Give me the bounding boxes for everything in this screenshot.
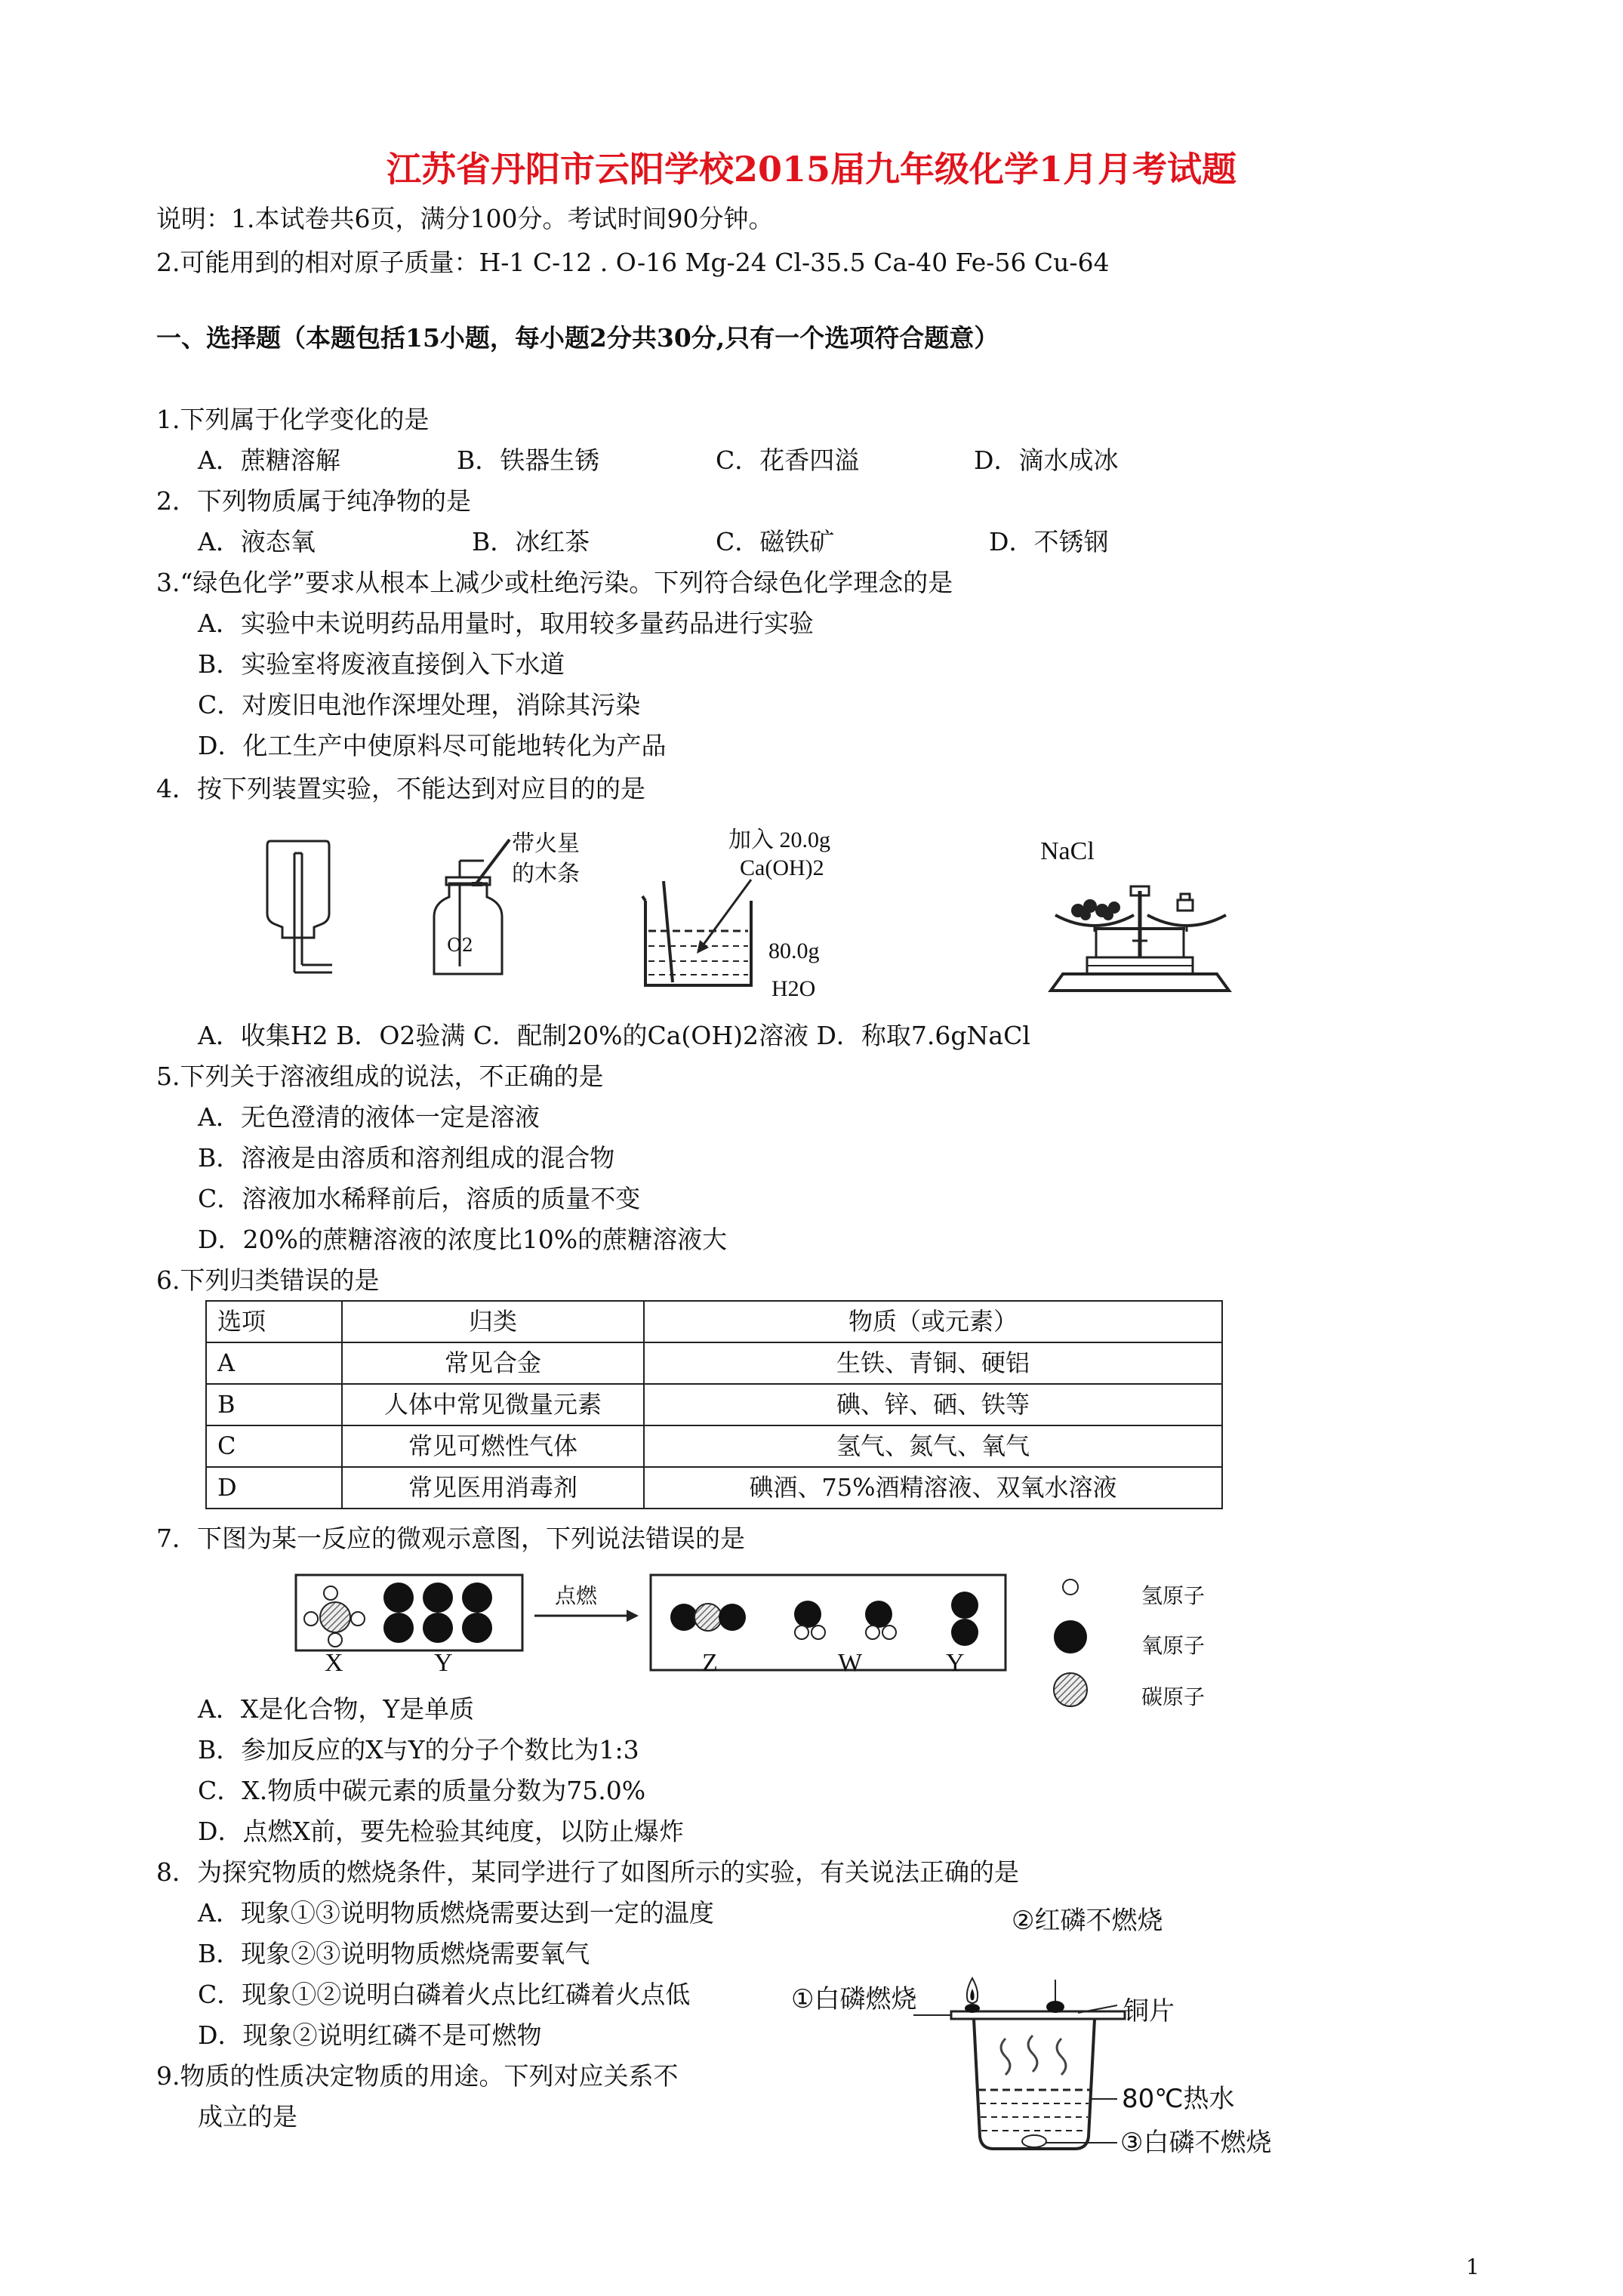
table-cell: D [206,1467,342,1509]
q1-option-a: A．蔗糖溶解 [198,445,340,475]
fig-hot-water: 80℃热水 [1122,2084,1235,2114]
q1-option-d: D．滴水成冰 [974,445,1119,475]
q3-option-c: C．对废旧电池作深埋处理，消除其污染 [198,690,641,720]
label-y2: Y [946,1649,965,1677]
q7-stem: 7．下图为某一反应的微观示意图，下列说法错误的是 [156,1524,745,1553]
q8-option-b: B．现象②③说明物质燃烧需要氧气 [198,1939,590,1968]
label-y: Y [434,1649,453,1677]
label-z: Z [702,1649,718,1677]
q2-option-c: C．磁铁矿 [716,527,835,556]
table-row [206,1384,1222,1425]
nacl-label: NaCl [1040,837,1095,865]
q7-option-d: D．点燃X前，要先检验其纯度，以防止爆炸 [198,1817,684,1846]
table-row [206,1467,1222,1509]
note-line-1: 说明：1.本试卷共6页，满分100分。考试时间90分钟。 [156,204,774,233]
q3-stem: 3.“绿色化学”要求从根本上减少或杜绝污染。下列符合绿色化学理念的是 [156,568,953,597]
q2-option-b: B．冰红茶 [472,527,590,556]
q2-stem: 2．下列物质属于纯净物的是 [156,486,471,516]
q5-option-a: A．无色澄清的液体一定是溶液 [198,1102,540,1132]
figure-combustion-experiment [793,1948,1140,2159]
table-header: 物质（或元素） [644,1301,1222,1342]
add-mass-label: 加入 20.0g [728,827,830,852]
caoh2-label: Ca(OH)2 [740,855,824,880]
q3-option-d: D．化工生产中使原料尽可能地转化为产品 [198,731,667,760]
page-number: 1 [1466,2254,1480,2279]
q5-option-b: B．溶液是由溶质和溶剂组成的混合物 [198,1143,615,1173]
q3-option-b: B．实验室将废液直接倒入下水道 [198,649,565,679]
table-row [206,1342,1222,1384]
q8-option-a: A．现象①③说明物质燃烧需要达到一定的温度 [198,1898,714,1928]
q4-stem: 4．按下列装置实验，不能达到对应目的的是 [156,774,645,803]
table-cell: 常见合金 [342,1342,644,1384]
q5-option-c: C．溶液加水稀释前后，溶质的质量不变 [198,1184,641,1213]
table-header: 选项 [206,1301,342,1342]
table-cell: C [206,1425,342,1467]
label-x: X [325,1649,343,1677]
fig-red-phosphorus: ②红磷不燃烧 [1012,1906,1163,1936]
q1-stem: 1.下列属于化学变化的是 [156,405,430,434]
legend-oxygen: 氧原子 [1141,1633,1206,1658]
table-cell: B [206,1384,342,1425]
fig-copper-plate: 铜片 [1123,1996,1175,2026]
q4-options: A．收集H2 B．O2验满 C．配制20%的Ca(OH)2溶液 D．称取7.6gNaCl [198,1021,1030,1050]
q3-option-a: A．实验中未说明药品用量时，取用较多量药品进行实验 [198,609,814,638]
q5-option-d: D．20%的蔗糖溶液的浓度比10%的蔗糖溶液大 [198,1225,728,1254]
table-row [206,1425,1222,1467]
q1-option-c: C．花香四溢 [716,445,860,475]
q5-stem: 5.下列关于溶液组成的说法，不正确的是 [156,1062,604,1091]
label-w: W [838,1649,863,1677]
table-cell: 人体中常见微量元素 [342,1384,644,1425]
note-line-2: 2.可能用到的相对原子质量：H-1 C-12 . O-16 Mg-24 Cl-35.5 Ca-40 Fe-56 Cu-64 [156,248,1110,277]
classification-table [205,1300,1223,1509]
q7-option-b: B．参加反应的X与Y的分子个数比为1:3 [198,1735,639,1764]
figure-reaction-micro [294,1572,1034,1678]
q9-stem-2: 成立的是 [198,2102,297,2131]
q8-stem: 8．为探究物质的燃烧条件，某同学进行了如图所示的实验，有关说法正确的是 [156,1857,1019,1887]
h2o-label: H2O [771,976,816,1001]
q2-option-a: A．液态氧 [198,527,316,556]
section-heading: 一、选择题（本题包括15小题，每小题2分共30分,只有一个选项符合题意） [156,323,999,353]
page-title: 江苏省丹阳市云阳学校2015届九年级化学1月月考试题 [386,149,1237,190]
table-cell: 常见可燃性气体 [342,1425,644,1467]
water-mass-label: 80.0g [768,938,820,963]
figure-collect-h2 [257,838,340,982]
splint-label-2: 的木条 [512,861,580,887]
table-header: 归类 [342,1301,644,1342]
table-cell: 生铁、青铜、硬铝 [644,1342,1222,1384]
fig-white-phosphorus-1: ①白磷燃烧 [791,1984,917,2014]
o2-label: O2 [447,935,473,956]
q8-option-c: C．现象①②说明白磷着火点比红磷着火点低 [198,1980,691,2009]
table-cell: A [206,1342,342,1384]
table-cell: 氢气、氮气、氧气 [644,1425,1222,1467]
table-cell: 碘、锌、硒、铁等 [644,1384,1222,1425]
table-header-row [206,1301,1222,1342]
legend-hydrogen: 氢原子 [1141,1583,1206,1608]
splint-label-1: 带火星 [512,831,580,857]
figure-balance [1042,868,1238,993]
q7-option-a: A．X是化合物，Y是单质 [198,1694,475,1724]
ignite-label: 点燃 [555,1583,598,1608]
q1-option-b: B．铁器生锈 [457,445,600,475]
q8-option-d: D．现象②说明红磷不是可燃物 [198,2020,542,2050]
legend-carbon: 碳原子 [1141,1684,1206,1709]
q7-option-c: C．X.物质中碳元素的质量分数为75.0% [198,1776,646,1805]
q9-stem-1: 9.物质的性质决定物质的用途。下列对应关系不 [156,2061,679,2091]
fig-white-phosphorus-3: ③白磷不燃烧 [1120,2128,1272,2158]
q6-stem: 6.下列归类错误的是 [156,1265,380,1295]
atom-legend [1049,1572,1110,1723]
table-cell: 碘酒、75%酒精溶液、双氧水溶液 [644,1467,1222,1509]
figure-beaker [638,880,766,993]
q2-option-d: D．不锈钢 [989,527,1109,556]
table-cell: 常见医用消毒剂 [342,1467,644,1509]
